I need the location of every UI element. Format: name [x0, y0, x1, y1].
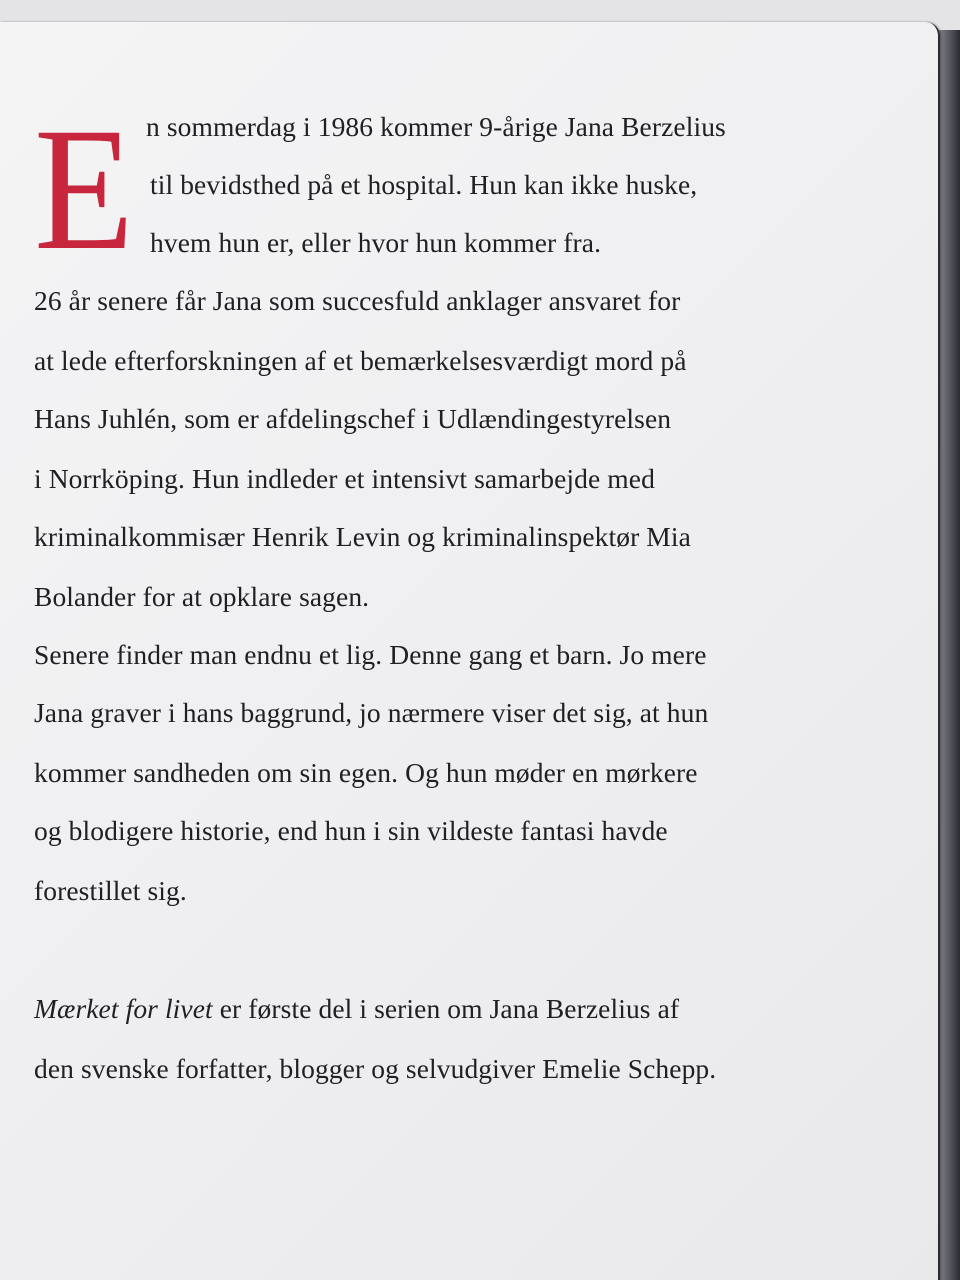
- paragraph-2-line-2: at lede efterforskningen af et bemærkelsesværdigt mord på: [34, 345, 687, 376]
- paragraph-3-line-4: og blodigere historie, end hun i sin vildeste fantasi havde: [34, 815, 668, 846]
- paragraph-2-line-5: kriminalkommisær Henrik Levin og kriminalinspektør Mia: [34, 521, 691, 552]
- paragraph-1-line-3: hvem hun er, eller hvor hun kommer fra.: [150, 227, 602, 258]
- paragraph-3-line-1: Senere finder man endnu et lig. Denne gang et barn. Jo mere: [34, 639, 707, 670]
- paragraph-2-line-3: Hans Juhlén, som er afdelingschef i Udlændingestyrelsen: [34, 403, 672, 434]
- closing-line-1: [34, 992, 679, 1026]
- book-title: Mærket for livet: [34, 993, 213, 1024]
- paragraph-1-line-1: n sommerdag i 1986 kommer 9-årige Jana Berzelius: [146, 111, 726, 142]
- book-back-cover-page: [0, 22, 940, 1280]
- closing-line-1-rest: er første del i serien om Jana Berzelius af: [212, 993, 680, 1024]
- drop-cap-letter: E: [34, 92, 135, 287]
- paragraph-2-line-1: 26 år senere får Jana som succesfuld anklager ansvaret for: [34, 285, 681, 316]
- paragraph-3-line-2: Jana graver i hans baggrund, jo nærmere viser det sig, at hun: [34, 697, 709, 728]
- paragraph-1-line-2: til bevidsthed på et hospital. Hun kan ikke huske,: [150, 169, 698, 200]
- paragraph-2-line-6: Bolander for at opklare sagen.: [34, 581, 370, 612]
- closing-line-2: den svenske forfatter, blogger og selvudgiver Emelie Schepp.: [34, 1053, 717, 1084]
- paragraph-2-line-4: i Norrköping. Hun indleder et intensivt samarbejde med: [34, 463, 655, 494]
- paragraph-3-line-5: forestillet sig.: [34, 875, 187, 906]
- paragraph-3-line-3: kommer sandheden om sin egen. Og hun møder en mørkere: [34, 757, 698, 788]
